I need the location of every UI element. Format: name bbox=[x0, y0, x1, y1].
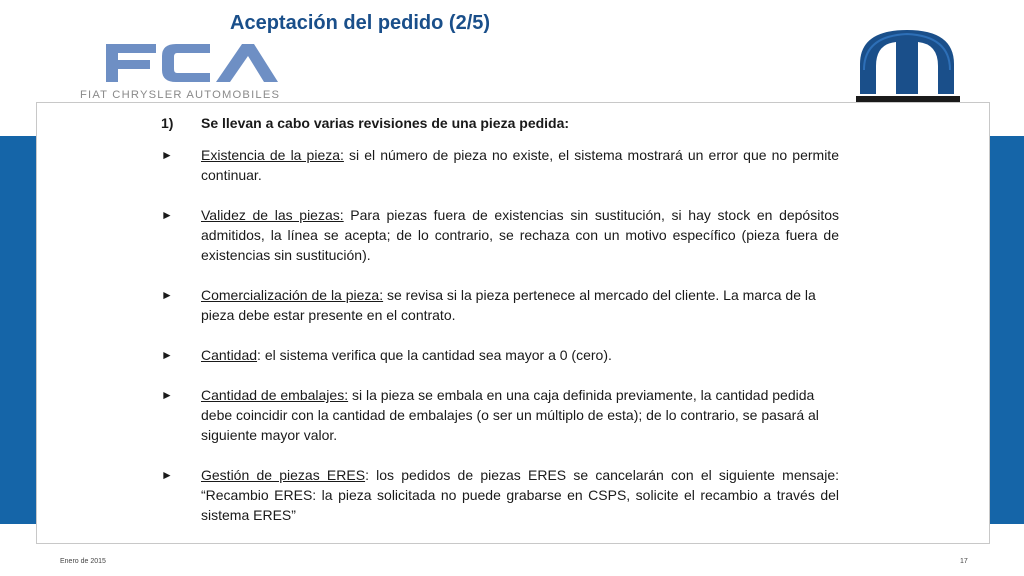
list-item-label: Gestión de piezas ERES bbox=[201, 467, 366, 483]
heading-number: 1) bbox=[161, 115, 174, 131]
list-item-label: Existencia de la pieza: bbox=[201, 147, 344, 163]
section-heading bbox=[161, 113, 839, 133]
footer-date: Enero de 2015 bbox=[60, 558, 106, 565]
list-item bbox=[161, 385, 839, 445]
fca-logo bbox=[78, 42, 298, 102]
list-item-text bbox=[201, 385, 839, 445]
list-item-description: si el número de pieza no existe, el sistema mostrará un error que no permite continuar. bbox=[201, 147, 839, 183]
left-blue-band bbox=[0, 136, 40, 524]
fca-tagline: FIAT CHRYSLER AUTOMOBILES bbox=[80, 89, 281, 101]
list-item-description: : el sistema verifica que la cantidad sea mayor a 0 (cero). bbox=[257, 347, 612, 363]
list-item-description: : los pedidos de piezas ERES se cancelarán con el siguiente mensaje: “Recambio ERES: la pieza solicitada no puede grabarse en CSPS, solicite el recambio a través del sistema ERES” bbox=[201, 467, 839, 523]
list-item-text bbox=[201, 285, 839, 325]
arrow-bullet-icon: ► bbox=[161, 208, 173, 222]
arrow-bullet-icon: ► bbox=[161, 348, 173, 362]
list-item bbox=[161, 285, 839, 325]
list-item-label: Cantidad de embalajes: bbox=[201, 387, 349, 403]
list-item-description: si la pieza se embala en una caja definida previamente, la cantidad pedida debe coincidir con la cantidad de embalajes (o ser un múltiplo de esta); de lo contrario, se pasará al siguiente mayor valor. bbox=[201, 387, 819, 443]
content-body bbox=[161, 113, 839, 545]
list-item-label: Comercialización de la pieza: bbox=[201, 287, 384, 303]
list-item-description: Para piezas fuera de existencias sin sustitución, si hay stock en depósitos admitidos, la línea se acepta; de lo contrario, se rechaza con un motivo específico (pieza fuera de existencias sin sustitución). bbox=[201, 207, 840, 263]
heading-text: Se llevan a cabo varias revisiones de una pieza pedida: bbox=[201, 115, 570, 131]
list-item-text bbox=[201, 205, 839, 265]
list-item bbox=[161, 145, 839, 185]
list-item-label: Cantidad bbox=[201, 347, 258, 363]
list-item bbox=[161, 205, 839, 265]
right-blue-band bbox=[990, 136, 1024, 524]
page-number: 17 bbox=[960, 558, 968, 565]
list-item-text bbox=[201, 465, 839, 525]
list-item-label: Validez de las piezas: bbox=[201, 207, 344, 223]
list-item-text bbox=[201, 345, 839, 365]
arrow-bullet-icon: ► bbox=[161, 148, 173, 162]
arrow-bullet-icon: ► bbox=[161, 288, 173, 302]
list-item bbox=[161, 465, 839, 525]
arrow-bullet-icon: ► bbox=[161, 468, 173, 482]
mopar-logo bbox=[852, 24, 962, 106]
slide-title: Aceptación del pedido (2/5) bbox=[230, 12, 491, 34]
content-panel bbox=[36, 102, 990, 544]
arrow-bullet-icon: ► bbox=[161, 388, 173, 402]
list-item-description: se revisa si la pieza pertenece al mercado del cliente. La marca de la pieza debe estar presente en el contrato. bbox=[201, 287, 816, 323]
list-item-text bbox=[201, 145, 839, 185]
list-item bbox=[161, 345, 839, 365]
